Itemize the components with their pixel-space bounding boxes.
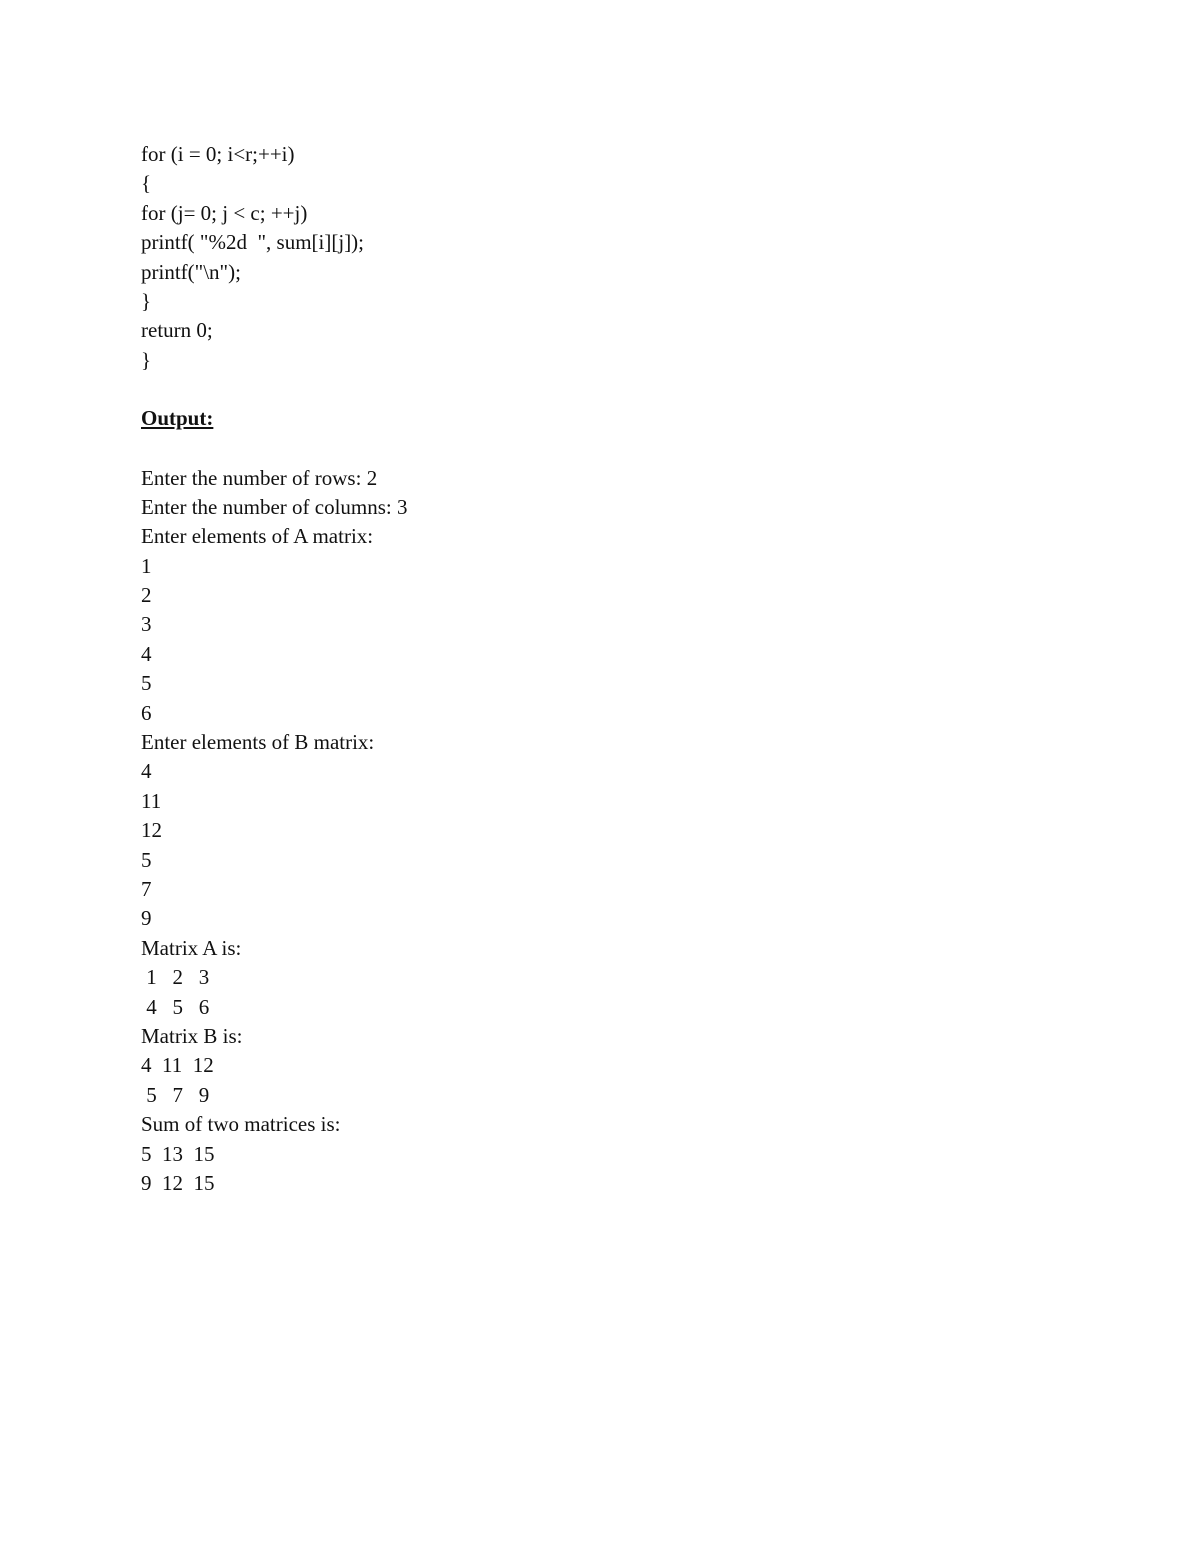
output-line: 7 [141, 876, 152, 901]
output-line: 9 [141, 906, 152, 931]
output-line: 5 7 9 [141, 1082, 210, 1107]
output-line: 2 [141, 583, 152, 608]
output-line: Matrix A is: [141, 935, 242, 960]
spacer [141, 434, 1141, 464]
code-line: } [141, 347, 152, 372]
document-content [141, 140, 1141, 1198]
code-block [141, 140, 1141, 375]
output-line: 6 [141, 700, 152, 725]
code-line: printf( "%2d ", sum[i][j]); [141, 230, 365, 255]
code-line: printf("\n"); [141, 259, 241, 284]
code-line: for (i = 0; i<r;++i) [141, 142, 295, 166]
output-line: 4 [141, 641, 152, 666]
output-line: Enter the number of rows: 2 [141, 465, 378, 490]
output-line: 4 [141, 759, 152, 784]
output-line: Enter the number of columns: 3 [141, 494, 408, 519]
output-line: 3 [141, 612, 152, 637]
output-heading: Output: [141, 406, 214, 431]
output-line: 5 [141, 671, 152, 696]
output-line: Sum of two matrices is: [141, 1112, 341, 1137]
code-line: { [141, 171, 152, 196]
output-line: Enter elements of A matrix: [141, 524, 374, 549]
output-line: 11 [141, 788, 162, 813]
output-line: 1 2 3 [141, 965, 210, 990]
output-line: 12 [141, 818, 162, 843]
output-line: 5 13 15 [141, 1141, 215, 1166]
output-line: Matrix B is: [141, 1023, 243, 1048]
spacer [141, 375, 1141, 404]
output-line: 4 11 12 [141, 1053, 214, 1078]
output-line: 9 12 15 [141, 1170, 215, 1195]
code-line: return 0; [141, 318, 213, 343]
output-line: 4 5 6 [141, 994, 210, 1019]
output-line: 5 [141, 847, 152, 872]
code-line: for (j= 0; j < c; ++j) [141, 200, 308, 225]
output-line: Enter elements of B matrix: [141, 730, 375, 755]
code-line: } [141, 288, 152, 313]
output-block [141, 464, 1141, 1199]
output-line: 1 [141, 553, 152, 578]
